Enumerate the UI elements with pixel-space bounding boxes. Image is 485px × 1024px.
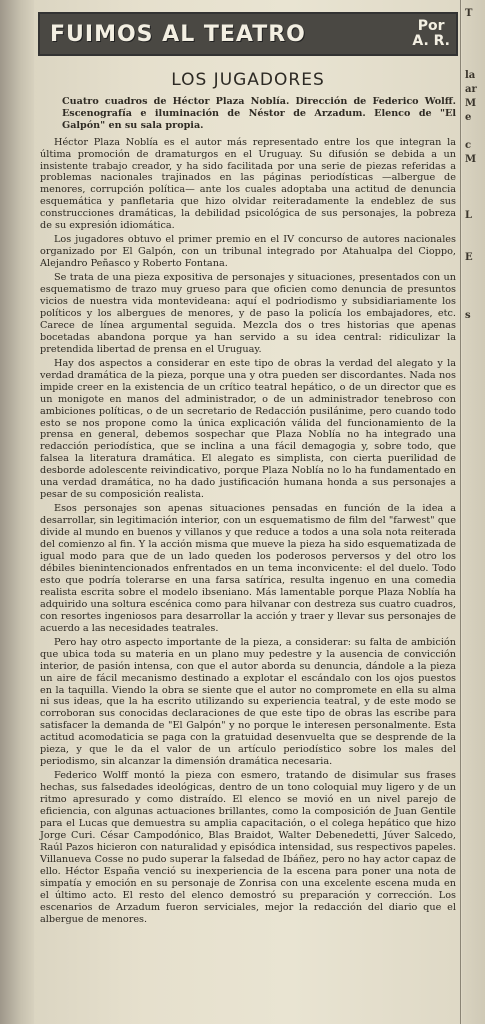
theater-review-article — [38, 12, 458, 926]
paragraph: Se trata de una pieza expositiva de personajes y situaciones, presentados con un esquematismo de trazo muy grueso para que oficien como denuncia de presuntos vicios de nuestra vida montevideana: aquí el podriodismo y subsidiariamente los políticos y los albergues de menores, y de paso la policía los embajadores, etc. Carece de línea argumental seguida. Mezcla dos o tres historias que apenas bocetadas abandona porque ya han servido a su idea central: ridiculizar la pretendida libertad de prensa en el Uruguay. — [40, 272, 456, 355]
neighbor-fragment: la — [465, 70, 476, 81]
section-header — [38, 12, 458, 56]
paper-shadow-edge — [0, 0, 34, 1024]
neighbor-fragment: s — [465, 310, 471, 321]
section-title: FUIMOS AL TEATRO — [50, 21, 306, 47]
column-divider — [460, 0, 461, 1024]
paragraph: Héctor Plaza Noblía es el autor más representado entre los que integran la última promoción de dramaturgos en el Uruguay. Su difusión se debida a un insistente trabajo creador, y ha sido facilitada por una serie de piezas referidas a problemas nacionales trajinados en las páginas periodísticas —albergue de menores, corrupción política— ante los cuales adoptaba una actitud de denuncia esquemática y panfletaria que hizo olvidar reiteradamente la endeblez de sus construcciones dramáticas, la debilidad psicológica de sus personajes, la pobreza de su expresión idiomática. — [40, 136, 456, 232]
paragraph: Esos personajes son apenas situaciones pensadas en función de la idea a desarrollar, sin legitimación interior, con un esquematismo de film del "farwest" que divide al mundo en buenos y villanos y que reduce a todos a una sola nota reiterada del comienzo al fin. Y la acción misma que mueve la pieza ha sido esquematizada de igual modo para que de un lado queden los poderosos perversos y del otro los débiles bienintencionados enfrentados en un tema inconvicente: el del duelo. Todo esto que podría tolerarse en una farsa satírica, resulta ingenuo en una comedia realista escrita sobre el modelo ibseniano. Más lamentable porque Plaza Noblía ha adquirido una soltura escénica como para hilvanar con destreza sus cuatro cuadros, con resortes ingeniosos para desarrollar la acción y traer y llevar sus personajes de acuerdo a las necesidades teatrales. — [40, 503, 456, 634]
neighbor-fragment: ar — [465, 84, 477, 95]
paragraph: Pero hay otro aspecto importante de la pieza, a considerar: su falta de ambición que ubica toda su materia en un plano muy pedestre y la ausencia de convicción interior, de pasión intensa, con que el autor aborda su denuncia, dándole a la pieza un aire de fácil mecanismo destinado a explotar el escándalo con los ojos puestos en la taquilla. Viendo la obra se siente que el autor no compromete en ella su alma ni sus ideas, que la ha escrito utilizando su experiencia teatral, y de este modo se corroboran sus conocidas declaraciones de que este tipo de obras las escribe para satisfacer la demanda de "El Galpón" y no porque le interesen personalmente. Esta actitud acomodaticia se paga con la gratuidad desenvuelta que se desprende de la pieza, y que le da el valor de un artículo periodístico sobre los males del periodismo, sin alcanzar la dimensión dramática necesaria. — [40, 636, 456, 768]
neighbor-fragment: M — [465, 98, 477, 109]
byline — [412, 19, 450, 49]
neighbor-fragment: c — [465, 140, 472, 151]
paragraph: Federico Wolff montó la pieza con esmero, tratando de disimular sus frases hechas, sus falsedades ideológicas, dentro de un tono coloquial muy ligero y de un ritmo apresurado y como distraído. El elenco se movió en un nivel parejo de eficiencia, con algunas actuaciones brillantes, como la composición de Juan Gentile para el Lucas que demuestra su amplia capacitación, o el colega hepático que hizo Jorge Curi. César Campodónico, Blas Braidot, Walter Debenedetti, Júver Salcedo, Raúl Pazos hicieron con naturalidad y episódica intensidad, sus respectivos papeles. Villanueva Cosse no pudo superar la falsedad de Ibáñez, pero no hay actor capaz de ello. Héctor España venció su inexperiencia de la escena para poner una nota de simpatía y emoción en su personaje de Zonrisa con una excelente escena muda en el último acto. El resto del elenco demostró su preparación y corrección. Los escenarios de Arzadum fueron serviciales, mejor la redacción del diario que el albergue de menores. — [40, 770, 456, 925]
paragraph: Los jugadores obtuvo el primer premio en el IV concurso de autores nacionales organizado por El Galpón, con un tribunal integrado por Atahualpa del Cioppo, Alejandro Peñasco y Roberto Fontana. — [40, 234, 456, 270]
play-title: LOS JUGADORES — [171, 70, 325, 90]
neighbor-fragment: T — [465, 8, 473, 19]
neighbor-fragment: M — [465, 154, 477, 165]
neighbor-fragment: L — [465, 210, 473, 221]
byline-por: Por — [417, 18, 445, 34]
credits: Cuatro cuadros de Héctor Plaza Noblía. Dirección de Federico Wolff. Escenografía e iluminación de Néstor de Arzadum. Elenco de "El Galpón" en su sala propia. — [62, 96, 456, 132]
paragraph: Hay dos aspectos a considerar en este tipo de obras la verdad del alegato y la verdad dramática de la pieza, porque una y otra pueden ser discordantes. Nada nos impide creer en la existencia de un crítico teatral hepático, o de un director que es un monigote en manos del administrador, o de un administrador tenebroso con ambiciones políticas, o de un secretario de Redacción pusilánime, pero cuando todo esto se nos propone como la única explicación válida del funcionamiento de la prensa en general, debemos sospechar que Plaza Noblía no ha integrado una redacción periodística, que se inclina a una fácil demagogia y, sobre todo, que falsea la literatura dramática. El alegato es simplista, con cierta puerilidad de desborde adolescente reivindicativo, porque Plaza Noblía no lo ha fundamentado en una verdad dramática, no ha dado justificación humana honda a sus personajes a pesar de su composición realista. — [40, 357, 456, 501]
neighbor-fragment: E — [465, 252, 473, 263]
neighbor-column — [462, 0, 485, 1024]
byline-author: A. R. — [412, 33, 450, 49]
neighbor-fragment: e — [465, 112, 472, 123]
